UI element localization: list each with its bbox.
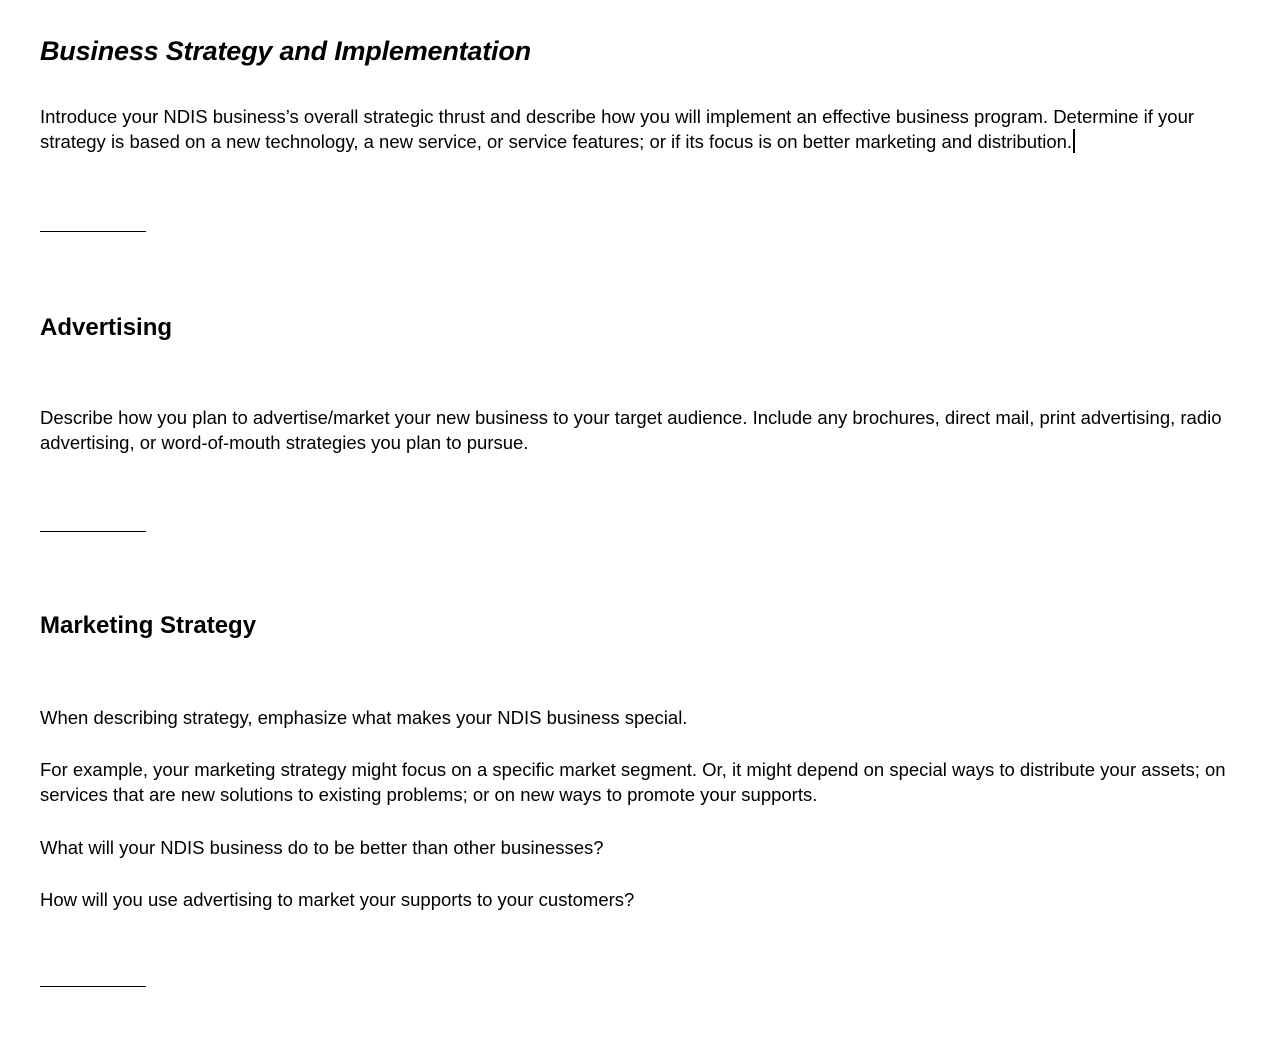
- paragraph-advertising[interactable]: Describe how you plan to advertise/market your new business to your target audience. Include any brochures, direct mail, print advertising, radio advertising, or word-of-mouth strategies you plan to pursue.: [40, 407, 1222, 453]
- paragraph-marketing-question-advertising[interactable]: How will you use advertising to market your supports to your customers?: [40, 889, 635, 910]
- section-divider-line: [40, 986, 146, 987]
- section-heading-business-strategy: Business Strategy and Implementation: [40, 36, 531, 66]
- paragraph-marketing-example[interactable]: For example, your marketing strategy might focus on a specific market segment. Or, it might depend on special ways to distribute your assets; on services that are new solutions to existing problems; or on new ways to promote your supports.: [40, 759, 1226, 805]
- section-heading-marketing-strategy: Marketing Strategy: [40, 612, 257, 639]
- paragraph-business-strategy-intro: Introduce your NDIS business’s overall strategic thrust and describe how you will implement an effective business program. Determine if your strategy is based on a new technology, a new service, or service features; or if its focus is on better marketing and distribution.: [40, 106, 1195, 152]
- paragraph-marketing-question-better[interactable]: What will your NDIS business do to be better than other businesses?: [40, 837, 604, 858]
- section-heading-advertising: Advertising: [40, 314, 173, 341]
- text-cursor: [1073, 129, 1075, 153]
- section-divider-line: [40, 231, 146, 232]
- section-divider-line: [40, 531, 146, 532]
- paragraph-marketing-special[interactable]: When describing strategy, emphasize what makes your NDIS business special.: [40, 707, 688, 728]
- section-body-business-strategy[interactable]: [40, 104, 1230, 154]
